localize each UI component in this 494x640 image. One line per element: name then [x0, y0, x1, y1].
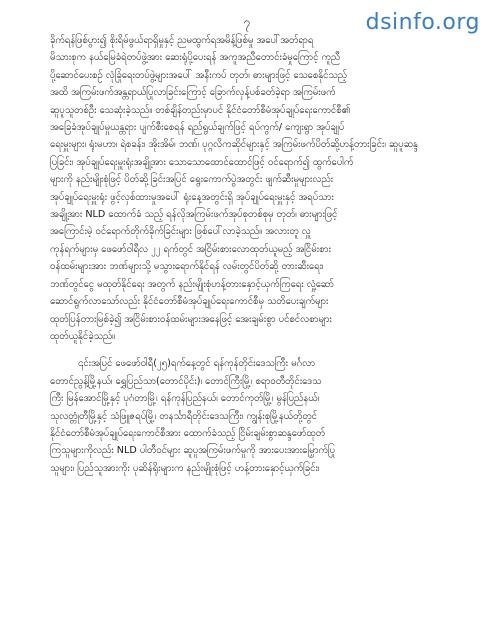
- document-body: [50, 32, 454, 628]
- paragraph-1: ခိုက်ရန်ဖြစ်ပွား၍ စိုးရိမ်ဖွယ်ရာရှိမှုနှင့် ညမထွက်ရအမိန့်ဖြစ်မှု အပေါ်အတ်ရာရ မိသားစုက နယ်မြေခံရဲတပ်ဖွဲ့အား ဆေးရုံပို့ပေးရန် အကူအညီတောင်းခံမှုကြောင့် ကူညီ ပို့ဆောင်ပေးစဉ် လုံခြုံရေးတပ်ဖွဲ့များအပေါ် အနီးကပ် တုတ်၊ ဓားများဖြင့် သေစေနိုင်သည့် အထိ အကြမ်းဖက်အန္တရာယ်ပြုလာခြင်းကြောင့် ခြောက်လှန့်ပစ်ခတ်ခဲ့ရာ အကြမ်းဖက် ဆူပူသူတစ်ဦး သေဆုံးခဲ့သည်။ တစ်ချိန်တည်းမှာပင် နိုင်ငံတော်စီမံအုပ်ချုပ်ရေးကောင်စီ၏ အခြေခံအုပ်ချုပ်မှုယန္တရား ပျက်စီးစေရန် ရည်ရွယ်ချက်ဖြင့် ရပ်ကွက်/ ကျေးရွာ အုပ်ချုပ် ရေးမှူးများ၊ ရုံးမဟာ၊ ရဲစခန်း၊ အိုးအိမ်၊ ဘဏ်၊ ပုဂ္ဂလိကဆိုင်များနှင့် အကြမ်းဖက်ပိတ်ဆို့ဟန့်တားခြင်း၊ ဆူပူဆန္ဒ ပြခြင်း၊ အုပ်ချုပ်ရေးမှူးရုံးအချို့အား သောသောထောင်ထောင်ဖြင့် ဝင်ရောက်၍ ထွက်ပေါက် များကို နည်းမျိုးစုံဖြင့် ပိတ်ဆို့ခြင်းအပြင် ရွေးကောက်ပွဲအတွင်း ဖျက်ဆီးမှုများလည်း အုပ်ချုပ်ရေးမှူးရုံး ဖွင့်လှစ်ထားမှုအပေါ် ရုံးနေ့အတွင်းရှိ အုပ်ချုပ်ရေးမှူးနှင့် အရပ်သား အချို့အား NLD ထောက်ခံ သည့် ရန်လိုအကြမ်းဖက်အုပ်စုတစ်စုမှ တုတ်၊ ဓားများဖြင့် အကြောင်းမဲ့ ဝင်ရောက်တိုက်ခိုက်ခြင်းများ ဖြစ်ပေါ်လာခဲ့သည်။ အလားတူ လှူ ကုန်ရက်များမှ ဖေဖော်ဝါရီလ ၂၂ ရက်တွင် အငြိမ်းစားလောထုတ်ယူမည့် အငြိမ်းစား ဝန်ထမ်းများအား ဘဏ်များသို့ မသွားရောက်နိုင်ရန် လမ်းတွင်ပိတ်ဆို့ တားဆီးရေး၊ ဘဏ်တွင်ငွေ မထုတ်နိုင်ရေး အတွက် နည်းမျိုးစုံဟန့်တားနှောင့်ယှက်ကြရေး လှုံ့ဆော် ဆောင်ရွက်လာသော်လည်း နိုင်ငံတော်စီမံအုပ်ချုပ်ရေးကောင်စီမှ သတိပေးချက်များ ထုတ်ပြန်တားမြစ်ခဲ့၍ အငြိမ်းစားဝန်ထမ်းများအနေဖြင့် အေးချမ်းစွာ ပင်စင်လစာများ ထုတ်ယူနိုင်ခဲ့သည်။: [50, 35, 418, 342]
- page-number: ၇: [243, 15, 251, 29]
- paragraph-2: ၎င်းအပြင် ဖေဖော်ဝါရီ(၂၅)ရက်နေ့တွင် ရန်ကုန်တိုင်းဒေသကြီး မင်္ဂလာ တောင်ညွန့်မြို့နယ်၊ ရွှေပြည်သာ(တောင်ပိုင်း)၊ တောင်ကြီးမြို့၊ စရာဝတီတိုင်းဒေသ ကြီး မြန်အောင်မြို့နှင့် ပုဂံတာမြို့၊ ရန်ကုန်ပြည်နယ်၊ တောင်ကုတ်မြို့၊ မွန်ပြည်နယ်၊ သုလတ္တုံတီမြို့နှင့် သံဖြူဇရပ်မြို့၊ တနင်္သာရီတိုင်းဒေသကြီး၊ ကျွန်းစုမြို့နယ်တို့တွင် နိုင်ငံတော်စီမံအုပ်ချုပ်ရေးကောင်စီအား ထောက်ခံသည့် ငြိမ်းချမ်းစွာဆန္ဒဖော်ထုတ် ကြသူများကိုလည်း NLD ပါတီဝင်များ ဆူပူအကြမ်းဖက်မှုကို အားပေးအားမြှောက်ပြု သူများ၊ ပြည်သူအားကိုး ပုဆိန်ရိုးများက နည်းမျိုးစုံဖြင့် ဟန့်တားနှောင့်ယှက်ခြင်း၊: [50, 358, 336, 474]
- site-watermark: dsinfo.org: [365, 10, 480, 35]
